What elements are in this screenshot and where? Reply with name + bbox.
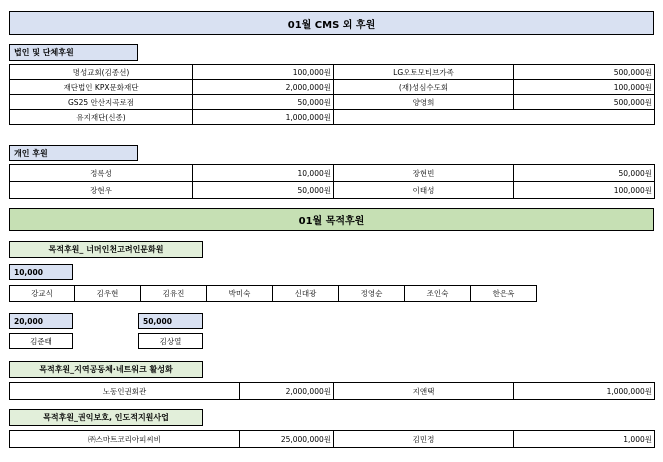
section-title: 01월 목적후원 xyxy=(9,208,654,231)
donor-name: LG오토모티브가족 xyxy=(334,65,514,80)
donor-name: 정영순 xyxy=(338,285,405,302)
donation-amount: 25,000,000원 xyxy=(240,431,334,448)
purpose-heading: 목적후원_권익보호, 인도적지원사업 xyxy=(9,409,203,426)
donation-amount: 500,000원 xyxy=(514,65,655,80)
donation-amount: 10,000원 xyxy=(193,165,334,182)
donation-amount: 100,000원 xyxy=(193,65,334,80)
donor-name: 명성교회(김종선) xyxy=(10,65,193,80)
empty-cell xyxy=(514,110,655,125)
donor-name: 김우현 xyxy=(74,285,141,302)
donation-amount: 1,000,000원 xyxy=(193,110,334,125)
donation-amount: 1,000,000원 xyxy=(514,383,655,400)
purpose-heading: 목적후원_지역공동체·네트워크 활성화 xyxy=(9,361,203,378)
donor-name: 지앤택 xyxy=(334,383,514,400)
donor-name-row xyxy=(9,285,537,302)
donor-name: 유지재단(신종) xyxy=(10,110,193,125)
corp-heading: 법인 및 단체후원 xyxy=(9,44,138,61)
table-row xyxy=(10,431,655,448)
donor-name: 신대광 xyxy=(272,285,339,302)
donor-name: 장현우 xyxy=(10,182,193,199)
donor-name: (재)성심수도회 xyxy=(334,80,514,95)
donor-name: 강교식 xyxy=(9,285,75,302)
purpose3-table xyxy=(9,430,655,448)
donation-amount: 2,000,000원 xyxy=(193,80,334,95)
donor-name: 이태성 xyxy=(334,182,514,199)
donor-name: 김준태 xyxy=(9,333,73,349)
donor-name: GS25 안산지곡로점 xyxy=(10,95,193,110)
donor-name: 한은옥 xyxy=(470,285,537,302)
donation-amount: 50,000원 xyxy=(514,165,655,182)
page-title: 01월 CMS 외 후원 xyxy=(9,11,654,35)
empty-cell xyxy=(334,110,514,125)
table-row xyxy=(10,182,655,199)
donor-name: ㈜스마트코리아피씨비 xyxy=(10,431,240,448)
donor-name: 김민정 xyxy=(334,431,514,448)
purpose2-table xyxy=(9,382,655,400)
donation-amount: 50,000원 xyxy=(193,95,334,110)
table-row xyxy=(10,95,655,110)
table-row xyxy=(10,110,655,125)
table-row xyxy=(10,165,655,182)
donor-name: 양영희 xyxy=(334,95,514,110)
purpose-heading: 목적후원_ 너머인천고려인문화원 xyxy=(9,241,203,258)
donation-amount: 100,000원 xyxy=(514,182,655,199)
donor-name: 재단법인 KPX문화재단 xyxy=(10,80,193,95)
table-row xyxy=(10,383,655,400)
donation-amount: 100,000원 xyxy=(514,80,655,95)
amount-tag: 10,000 xyxy=(9,264,73,280)
amount-tag: 20,000 xyxy=(9,313,73,329)
donor-name: 박미숙 xyxy=(206,285,273,302)
donation-amount: 2,000,000원 xyxy=(240,383,334,400)
donor-name: 조인숙 xyxy=(404,285,471,302)
indiv-heading: 개인 후원 xyxy=(9,145,138,161)
indiv-table xyxy=(9,164,655,199)
table-row xyxy=(10,65,655,80)
donation-amount: 500,000원 xyxy=(514,95,655,110)
donor-name: 노동인권회관 xyxy=(10,383,240,400)
amount-tag: 50,000 xyxy=(138,313,203,329)
donation-amount: 1,000원 xyxy=(514,431,655,448)
donor-name: 장현빈 xyxy=(334,165,514,182)
donor-name: 정록성 xyxy=(10,165,193,182)
donation-amount: 50,000원 xyxy=(193,182,334,199)
table-row xyxy=(10,80,655,95)
donor-name: 김상열 xyxy=(138,333,203,349)
donor-name: 김유진 xyxy=(140,285,207,302)
corp-table xyxy=(9,64,655,125)
